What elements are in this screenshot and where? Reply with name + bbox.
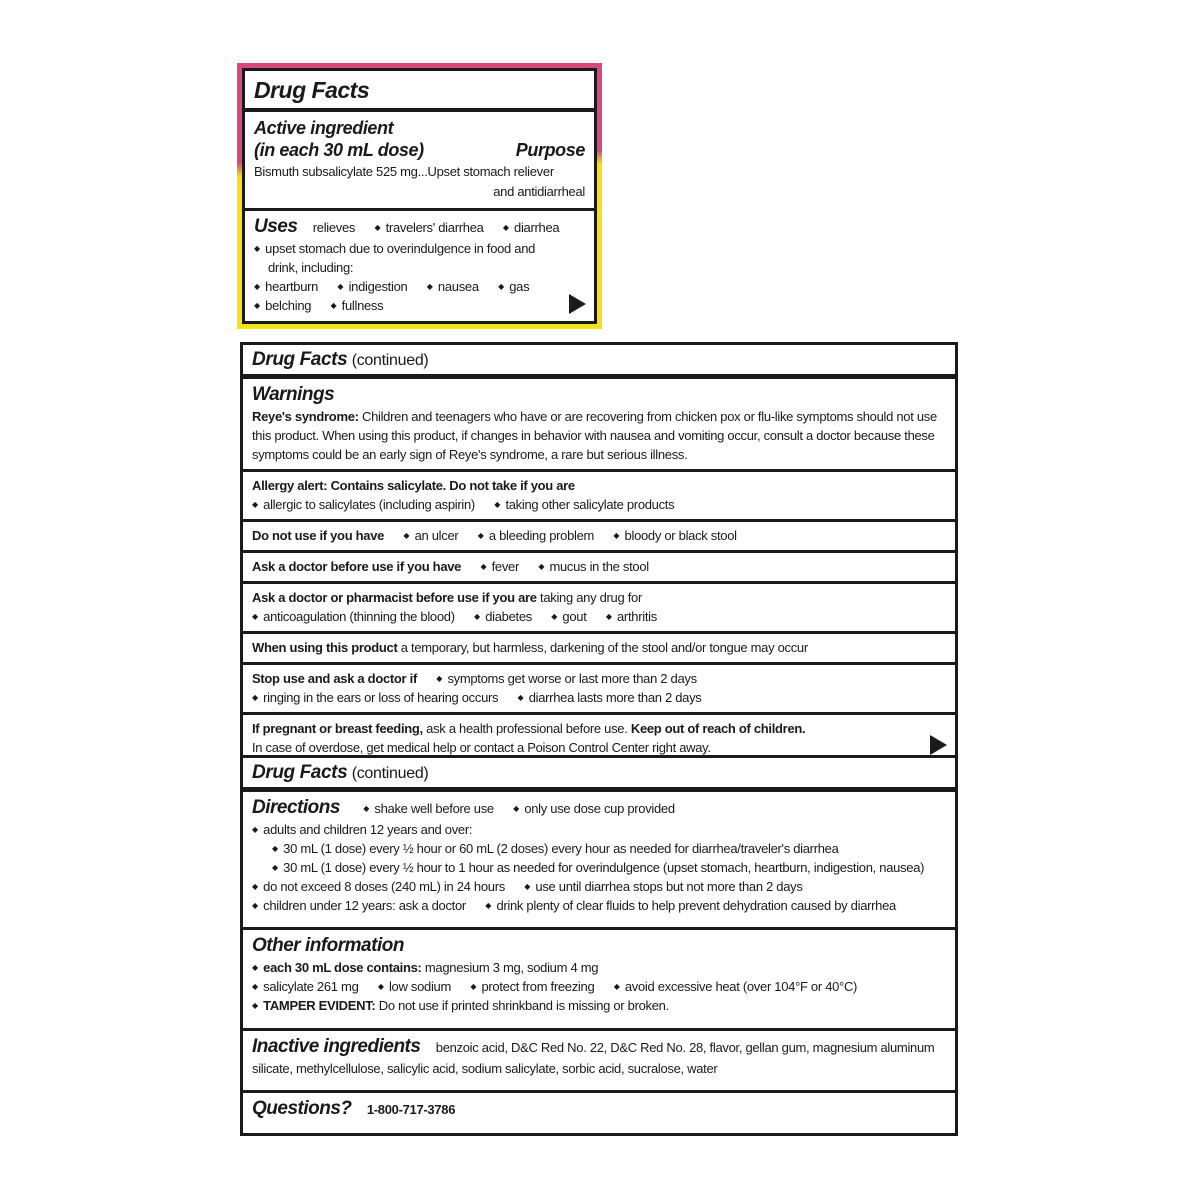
continued-arrow-icon	[930, 735, 947, 755]
diamond-bullet-icon: ◆	[498, 282, 505, 291]
label-text: benzoic acid, D&C Red No. 22, D&C Red No. 28, flavor, gellan gum, magnesium aluminum silicate, methylcellulose, salicylic acid, sodium salicylate, sorbic acid, sucralose, water	[252, 1039, 935, 1076]
diamond-bullet-icon: ◆	[252, 963, 259, 973]
diamond-bullet-icon: ◆	[494, 500, 501, 509]
label-text: ◆ salicylate 261 mg	[252, 979, 359, 995]
label-line	[252, 896, 946, 915]
diamond-bullet-icon: ◆	[252, 901, 259, 910]
label-text: ◆ belching	[254, 298, 312, 313]
warnings-sections	[243, 379, 955, 762]
drug-facts-warnings-panel-frame	[240, 342, 958, 765]
label-text: Allergy alert: Contains salicylate. Do not take if you are	[252, 478, 575, 493]
diamond-bullet-icon: ◆	[254, 244, 261, 253]
diamond-bullet-icon: ◆	[502, 223, 510, 232]
label-text: ◆ an ulcer	[403, 528, 459, 543]
diamond-bullet-icon: ◆	[272, 844, 279, 853]
label-text: ◆ diarrhea lasts more than 2 days	[517, 690, 702, 705]
label-text: Ask a doctor before use if you have	[252, 559, 462, 574]
label-text: taking any drug for	[540, 590, 642, 605]
label-text: ◆ travelers' diarrhea	[374, 220, 484, 235]
drug-facts-directions-panel	[240, 755, 958, 1136]
section-warnings	[243, 379, 955, 469]
label-line	[252, 407, 946, 464]
label-text: 1-800-717-3786	[366, 1101, 456, 1117]
diamond-bullet-icon: ◆	[252, 612, 259, 621]
panel-header-suffix: (continued)	[351, 352, 429, 369]
label-line	[252, 383, 946, 407]
label-text: ◆ do not exceed 8 doses (240 mL) in 24 hours	[252, 879, 505, 894]
label-text: ◆ arthritis	[605, 609, 657, 624]
label-line	[252, 1035, 946, 1078]
label-line	[252, 796, 946, 820]
diamond-bullet-icon: ◆	[254, 301, 261, 310]
label-text: ◆ children under 12 years: ask a doctor	[252, 898, 466, 913]
active-ingredient-heading: Active ingredient	[254, 118, 394, 138]
drug-facts-front-panel-frame	[237, 63, 602, 329]
label-text: In case of overdose, get medical help or contact a Poison Control Center right away.	[252, 740, 711, 755]
diamond-bullet-icon: ◆	[477, 531, 484, 540]
diamond-bullet-icon: ◆	[436, 674, 443, 683]
top-panel-sections	[245, 211, 594, 321]
section-questions	[243, 1090, 955, 1133]
drug-facts-front-panel	[242, 68, 597, 324]
diamond-bullet-icon: ◆	[377, 982, 384, 992]
section-stop-use	[243, 662, 955, 712]
label-text: If pregnant or breast feeding,	[252, 721, 423, 736]
panel-header-title: Drug Facts	[252, 349, 348, 370]
label-text: ◆ only use dose cup provided	[513, 801, 675, 816]
diamond-bullet-icon: ◆	[426, 282, 433, 291]
directions-sections	[243, 792, 955, 1133]
diamond-bullet-icon: ◆	[474, 612, 481, 621]
label-text: ◆ each 30 mL dose contains:	[252, 960, 422, 976]
section-allergy-alert	[243, 469, 955, 519]
label-text: ◆ diarrhea	[502, 220, 560, 235]
label-line	[252, 526, 946, 545]
section-heading: Inactive ingredients	[252, 1035, 421, 1057]
label-text: ◆ nausea	[426, 279, 479, 294]
label-text: Do not use if you have	[252, 528, 385, 543]
label-text: Stop use and ask a doctor if	[252, 671, 417, 686]
label-text: ◆ indigestion	[337, 279, 408, 294]
diamond-bullet-icon: ◆	[480, 562, 487, 571]
label-line	[254, 239, 560, 277]
label-line	[272, 858, 946, 877]
section-heading: Other information	[252, 935, 404, 957]
section-uses	[245, 211, 594, 321]
label-text: Reye's syndrome:	[252, 409, 359, 424]
label-text: Ask a doctor or pharmacist before use if you are	[252, 590, 537, 605]
label-line	[254, 215, 560, 239]
diamond-bullet-icon: ◆	[252, 825, 259, 834]
label-text: ◆ protect from freezing	[470, 979, 595, 995]
label-line	[252, 638, 946, 657]
diamond-bullet-icon: ◆	[252, 500, 259, 509]
panel-header	[243, 758, 955, 792]
label-line	[252, 996, 946, 1015]
label-text: relieves	[312, 220, 356, 235]
panel-title: Drug Facts	[245, 71, 594, 112]
diamond-bullet-icon: ◆	[374, 223, 381, 232]
label-text: ◆ a bleeding problem	[477, 528, 595, 543]
section-heading: Questions?	[252, 1097, 352, 1119]
panel-header	[243, 345, 955, 379]
active-ingredient-dose: (in each 30 mL dose)	[254, 140, 424, 160]
diamond-bullet-icon: ◆	[485, 901, 492, 910]
continued-arrow-icon	[569, 294, 586, 314]
label-line	[252, 820, 946, 839]
diamond-bullet-icon: ◆	[513, 804, 520, 813]
label-line	[252, 1097, 946, 1121]
label-text: ◆ allergic to salicylates (including aspirin)	[252, 497, 475, 512]
drug-facts-directions-panel-frame	[240, 755, 958, 1136]
diamond-bullet-icon: ◆	[337, 282, 344, 291]
label-text: ◆ gout	[551, 609, 587, 624]
section-ask-a-doctor	[243, 550, 955, 581]
diamond-bullet-icon: ◆	[470, 982, 477, 992]
label-text: ask a health professional before use.	[426, 721, 631, 736]
label-text: ◆ heartburn	[254, 279, 319, 294]
section-directions	[243, 792, 955, 927]
purpose-heading: Purpose	[515, 140, 585, 160]
panel-header-title: Drug Facts	[252, 762, 348, 783]
label-line	[252, 958, 946, 977]
label-text: ◆ 30 mL (1 dose) every ½ hour to 1 hour as needed for overindulgence (upset stomach, heartburn, indigestion, nausea)	[272, 860, 925, 875]
label-line	[252, 588, 946, 607]
diamond-bullet-icon: ◆	[363, 804, 370, 813]
label-line	[252, 669, 946, 688]
section-heading: Directions	[252, 797, 340, 818]
label-text: ◆ low sodium	[377, 979, 451, 995]
diamond-bullet-icon: ◆	[538, 562, 545, 571]
active-ingredient-value: Bismuth subsalicylate 525 mg...Upset stomach reliever	[254, 164, 554, 179]
label-text: ◆ avoid excessive heat (over 104°F or 40°C)	[613, 979, 858, 995]
label-text: When using this product	[252, 640, 398, 655]
label-text: ◆ mucus in the stool	[538, 559, 649, 574]
section-active-ingredient	[245, 112, 594, 211]
label-line	[272, 839, 946, 858]
diamond-bullet-icon: ◆	[252, 882, 259, 891]
label-text: ◆ 30 mL (1 dose) every ½ hour or 60 mL (2 doses) every hour as needed for diarrhea/traveler's diarrhea	[272, 841, 839, 856]
label-text: ◆ fever	[480, 559, 519, 574]
label-line	[254, 296, 560, 315]
section-inactive-ingredients	[243, 1028, 955, 1090]
label-text: ◆ drink plenty of clear fluids to help prevent dehydration caused by diarrhea	[485, 898, 896, 913]
label-text: ◆ taking other salicylate products	[494, 497, 675, 512]
diamond-bullet-icon: ◆	[605, 612, 612, 621]
label-text: Keep out of reach of children.	[630, 721, 806, 736]
label-text: a temporary, but harmless, darkening of the stool and/or tongue may occur	[400, 640, 808, 655]
diamond-bullet-icon: ◆	[252, 1001, 259, 1011]
label-text: magnesium 3 mg, sodium 4 mg	[424, 960, 599, 976]
label-text: Do not use if printed shrinkband is missing or broken.	[378, 998, 669, 1014]
section-do-not-use	[243, 519, 955, 550]
label-line	[252, 877, 946, 896]
label-text: ◆ anticoagulation (thinning the blood)	[252, 609, 455, 624]
label-text: ◆ symptoms get worse or last more than 2 days	[436, 671, 697, 686]
label-text: ◆ bloody or black stool	[613, 528, 737, 543]
diamond-bullet-icon: ◆	[330, 301, 337, 310]
label-text: ◆ TAMPER EVIDENT:	[252, 998, 376, 1014]
panel-header-suffix: (continued)	[351, 765, 429, 782]
diamond-bullet-icon: ◆	[517, 693, 524, 702]
label-text: ◆ shake well before use	[363, 801, 494, 816]
label-text: Children and teenagers who have or are recovering from chicken pox or flu-like symptoms should not use this product. When using this product, if changes in behavior with nausea and vomiting occur, consult a doctor because these symptoms could be an early sign of Reye's syndrome, a rare but serious illness.	[252, 409, 937, 462]
diamond-bullet-icon: ◆	[252, 982, 259, 992]
label-line	[252, 557, 946, 576]
diamond-bullet-icon: ◆	[613, 531, 620, 540]
section-heading: Uses	[254, 216, 298, 237]
label-line	[252, 688, 946, 707]
section-when-using	[243, 631, 955, 662]
diamond-bullet-icon: ◆	[551, 612, 558, 621]
label-line	[252, 719, 921, 738]
purpose-value: and antidiarrheal	[493, 184, 585, 199]
label-text: ◆ gas	[498, 279, 530, 294]
label-text: ◆ ringing in the ears or loss of hearing occurs	[252, 690, 499, 705]
label-text: ◆ upset stomach due to overindulgence in food and drink, including:	[254, 241, 536, 275]
label-line	[254, 277, 560, 296]
label-line	[252, 977, 946, 996]
diamond-bullet-icon: ◆	[254, 282, 261, 291]
diamond-bullet-icon: ◆	[524, 882, 531, 891]
diamond-bullet-icon: ◆	[272, 863, 279, 872]
diamond-bullet-icon: ◆	[403, 531, 410, 540]
label-line	[252, 495, 946, 514]
section-ask-doctor-or-pharmacist	[243, 581, 955, 631]
label-text: ◆ adults and children 12 years and over:	[252, 822, 473, 837]
label-line	[252, 476, 946, 495]
label-line	[252, 607, 946, 626]
label-line	[252, 934, 946, 958]
diamond-bullet-icon: ◆	[613, 982, 620, 992]
label-text: ◆ use until diarrhea stops but not more than 2 days	[524, 879, 803, 894]
drug-facts-warnings-panel	[240, 342, 958, 765]
section-heading: Warnings	[252, 384, 335, 405]
label-text: ◆ diabetes	[474, 609, 532, 624]
diamond-bullet-icon: ◆	[252, 693, 259, 702]
label-text: ◆ fullness	[330, 298, 384, 313]
section-other-information	[243, 927, 955, 1027]
